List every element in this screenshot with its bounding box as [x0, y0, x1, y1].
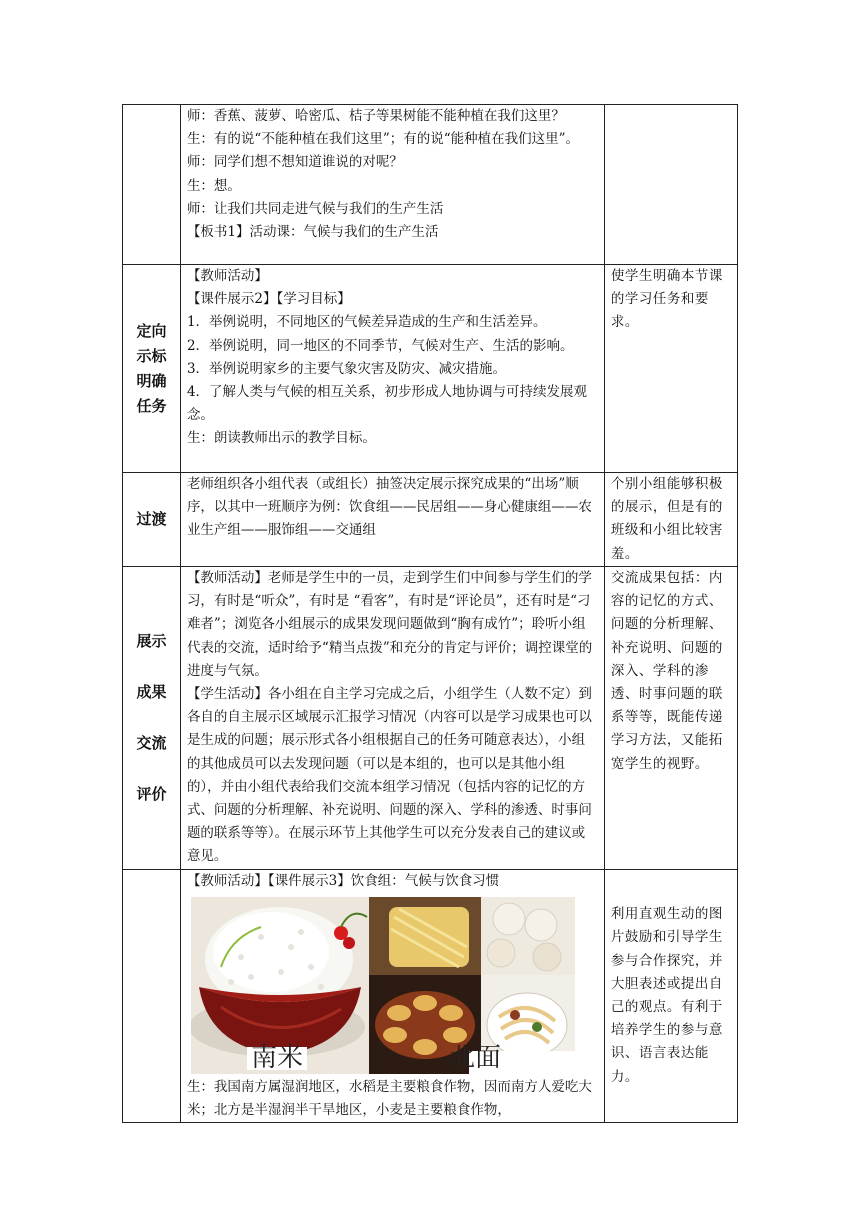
content-line: 1．举例说明，不同地区的气候差异造成的生产和生活差异。 — [186, 314, 547, 331]
note-text: 个别小组能够积极的展示，但是有的班级和小组比较害羞。 — [610, 476, 723, 562]
stage-label: 定向 — [136, 321, 167, 340]
content-line: 师：让我们共同走进气候与我们的生产生活 — [186, 200, 444, 217]
image-caption-south: 南米 — [247, 1047, 307, 1070]
stage-label-cell — [123, 473, 181, 567]
content-cell — [180, 869, 604, 1123]
stage-label: 成果 — [136, 682, 167, 701]
content-cell — [180, 473, 604, 567]
content-line: 【课件展示2】【学习目标】 — [186, 291, 351, 308]
stage-label: 评价 — [136, 784, 167, 803]
note-text: 交流成果包括：内容的记忆的方式、问题的分析理解、补充说明、问题的深入、学科的渗透、时事问题的联系等等，既能传递学习方法，又能拓宽学生的视野。 — [610, 570, 723, 772]
note-cell — [604, 869, 737, 1123]
content-line: 老师组织各小组代表（或组长）抽签决定展示探究成果的“出场”顺序，以其中一班顺序为例：饮食组——民居组——身心健康组——农业生产组——服饰组——交通组 — [186, 476, 592, 539]
stage-label-cell — [123, 567, 181, 870]
stage-label: 任务 — [136, 396, 167, 415]
stage-label: 过渡 — [136, 510, 167, 528]
content-line: 2．举例说明，同一地区的不同季节，气候对生产、生活的影响。 — [186, 337, 574, 354]
table-row — [123, 567, 738, 870]
note-cell — [604, 265, 737, 473]
content-line: 生：想。 — [186, 177, 241, 194]
note-text: 使学生明确本节课的学习任务和要求。 — [610, 268, 723, 331]
content-cell — [180, 105, 604, 265]
note-cell — [604, 473, 737, 567]
content-line: 生：有的说“不能种植在我们这里”；有的说“能种植在我们这里”。 — [186, 131, 580, 148]
content-cell — [180, 265, 604, 473]
content-line: 【板书1】活动课：气候与我们的生产生活 — [186, 224, 439, 241]
table-row — [123, 473, 738, 567]
table-row — [123, 265, 738, 473]
content-paragraph: 【教师活动】老师是学生中的一员，走到学生们中间参与学生们的学习，有时是“听众”，有时是 “看客”，有时是“评论员”，还有时是“刁难者”；浏览各小组展示的成果发现问题做到“胸有成竹”；聆听小组代表的交流，适时给予“精当点拨”和充分的肯定与评价；调控课堂的进度与气氛。 — [186, 570, 593, 679]
content-line: 生：朗读教师出示的教学目标。 — [186, 430, 376, 447]
rice-bowl-image — [191, 897, 369, 1074]
content-line: 4．了解人类与气候的相互关系，初步形成人地协调与可持续发展观念。 — [186, 384, 588, 424]
table-row — [123, 869, 738, 1123]
content-line: 3．举例说明家乡的主要气象灾害及防灾、减灾措施。 — [186, 360, 507, 377]
noodle-collage-image — [369, 897, 575, 1074]
lesson-plan-table — [122, 104, 738, 1123]
content-line: 师：同学们想不想知道谁说的对呢？ — [186, 154, 403, 171]
content-line: 【教师活动】【课件展示3】饮食组：气候与饮食习惯 — [186, 872, 500, 889]
content-line: 生：我国南方属湿润地区，水稻是主要粮食作物，因而南方人爱吃大米；北方是半湿润半干旱地区，小麦是主要粮食作物， — [186, 1078, 592, 1119]
content-line: 【教师活动】 — [186, 268, 268, 284]
stage-label-cell — [123, 869, 181, 1123]
stage-label: 展示 — [136, 631, 167, 650]
stage-label-cell — [123, 265, 181, 473]
content-line: 师：香蕉、菠萝、哈密瓜、桔子等果树能不能种植在我们这里？ — [186, 108, 565, 124]
note-text: 利用直观生动的图片鼓励和引导学生参与合作探究，并大胆表述或提出自己的观点。有利于培养学生的参与意识、语言表达能力。 — [610, 906, 723, 1085]
content-cell — [180, 567, 604, 870]
content-paragraph: 【学生活动】各小组在自主学习完成之后，小组学生（人数不定）到各自的自主展示区域展示汇报学习情况（内容可以是学习成果也可以是生成的问题；展示形式各小组根据自己的任务可随意表达），小组的其他成员可以去发现问题（可以是本组的，也可以是其他小组的），并由小组代表给我们交流本组学习情况（包括内容的记忆的方式、问题的分析理解、补充说明、问题的深入、学科的渗透、时事问题的联系等等）。在展示环节上其他学生可以充分发表自己的建议或意见。 — [186, 686, 592, 865]
note-cell — [604, 567, 737, 870]
stage-label: 示标 — [136, 346, 167, 365]
food-images — [191, 897, 602, 1074]
stage-label: 交流 — [136, 733, 167, 752]
note-cell — [604, 105, 737, 265]
stage-label-cell — [123, 105, 181, 265]
table-row — [123, 105, 738, 265]
stage-label: 明确 — [136, 371, 167, 390]
image-caption-north: 北面 — [448, 1042, 501, 1073]
